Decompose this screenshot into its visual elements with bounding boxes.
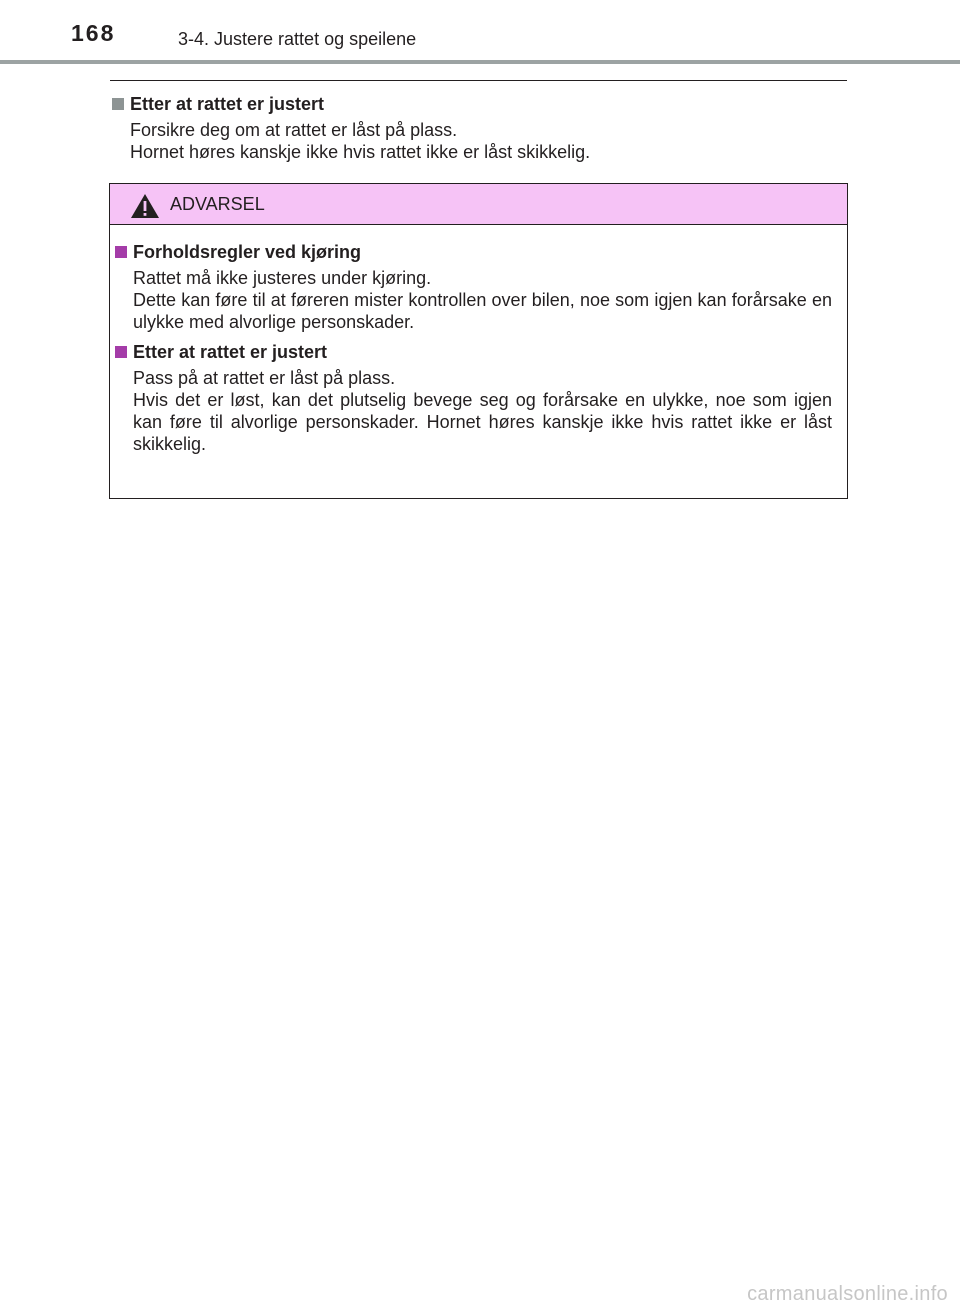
warning-header <box>110 184 847 225</box>
warning-item-line: Dette kan føre til at føreren mister kontrollen over bilen, noe som igjen kan forårsake en ulykke med alvorlige personskader. <box>133 290 832 332</box>
warning-item <box>113 341 832 455</box>
intro-block <box>110 93 847 163</box>
warning-item-heading-text: Forholdsregler ved kjøring <box>133 242 362 262</box>
warning-title: ADVARSEL <box>170 194 265 214</box>
warning-triangle-icon <box>130 193 160 219</box>
warning-body <box>110 225 847 455</box>
intro-line-2: Hornet høres kanskje ikke hvis rattet ikke er låst skikkelig. <box>130 142 591 162</box>
header-rule <box>0 60 960 64</box>
purple-square-icon <box>115 246 127 258</box>
warning-item-line: Rattet må ikke justeres under kjøring. <box>133 268 432 288</box>
warning-item-heading-text: Etter at rattet er justert <box>133 342 328 362</box>
watermark: carmanualsonline.info <box>747 1283 948 1305</box>
warning-box <box>109 183 848 499</box>
warning-item-heading <box>113 241 832 263</box>
intro-heading-text: Etter at rattet er justert <box>130 94 325 114</box>
warning-item-heading <box>113 341 832 363</box>
warning-item-line: Hvis det er løst, kan det plutselig bevege seg og forårsake en ulykke, noe som igjen kan føre til alvorlige personskader. Hornet høres kanskje ikke hvis rattet ikke er låst skikkelig. <box>133 390 832 454</box>
content-rule <box>110 80 847 81</box>
section-title: 3-4. Justere rattet og speilene <box>178 29 417 49</box>
warning-item-line: Pass på at rattet er låst på plass. <box>133 368 396 388</box>
warning-item <box>113 241 832 333</box>
purple-square-icon <box>115 346 127 358</box>
grey-square-icon <box>112 98 124 110</box>
page-number: 168 <box>71 20 116 46</box>
intro-heading <box>110 93 847 115</box>
intro-line-1: Forsikre deg om at rattet er låst på plass. <box>130 120 458 140</box>
